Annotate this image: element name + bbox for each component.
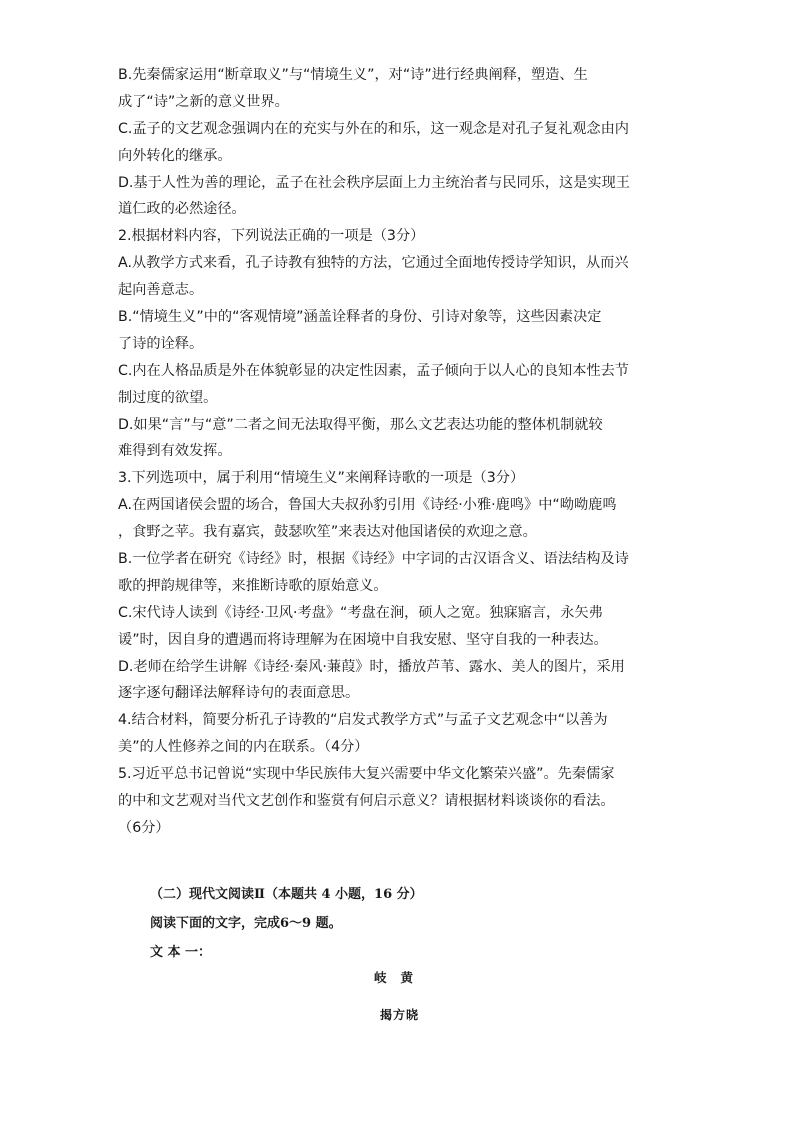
question-3-stem: 3.下列选项中，属于利用“情境生义”来阐释诗歌的一项是（3分） [118,470,525,487]
poem-author: 揭方晓 [379,1008,419,1022]
text-label: 文 本 一： [150,945,212,960]
question-5-stem: 5.习近平总书记曾说“实现中华民族伟大复兴需要中华文化繁荣兴盛”。先秦儒家 [118,766,615,783]
question-block [118,62,678,842]
text-line: C.孟子的文艺观念强调内在的充实与外在的和乐，这一观念是对孔子复礼观念由内 [118,120,629,137]
text-line: 谖”时，因自身的遭遇而将诗理解为在困境中自我安慰、坚守自我的一种表达。 [118,631,608,648]
text-line: 起向善意志。 [118,282,204,299]
section-2 [150,880,670,967]
text-line: 逐字逐句翻译法解释诗句的表面意思。 [118,685,360,702]
poem-title: 岐黄 [373,970,427,985]
text-line: B.先秦儒家运用“断章取义”与“情境生义”，对“诗”进行经典阐释，塑造、生 [118,67,588,83]
text-line: 的中和文艺观对当代文艺创作和鉴赏有何启示意义？请根据材料谈谈你的看法。 [118,793,615,810]
text-line: 成了“诗”之新的意义世界。 [118,93,289,110]
text-line: 道仁政的必然途径。 [118,201,246,218]
text-line: 美”的人性修养之间的内在联系。（4分） [118,739,369,756]
question-4-stem: 4.结合材料，简要分析孔子诗教的“启发式教学方式”与孟子文艺观念中“以善为 [118,712,608,729]
text-line: B.一位学者在研究《诗经》时，根据《诗经》中字词的古汉语含义、语法结构及诗 [118,551,629,568]
text-line: C.宋代诗人读到《诗经·卫风·考盘》“考盘在涧，硕人之宽。独寐寤言，永矢弗 [118,604,603,621]
text-line: 制过度的欲望。 [118,389,218,406]
text-line: 难得到有效发挥。 [118,443,232,460]
text-line: 了诗的诠释。 [118,335,204,352]
text-line: D.老师在给学生讲解《诗经·秦风·蒹葭》时，播放芦苇、露水、美人的图片，采用 [118,658,625,675]
text-line: ，食野之苹。我有嘉宾，鼓瑟吹笙”来表达对他国诸侯的欢迎之意。 [118,524,537,541]
text-line: A.从教学方式来看，孔子诗教有独特的方法，它通过全面地传授诗学知识，从而兴 [118,255,629,272]
section-instruction: 阅读下面的文字，完成6～9 题。 [150,916,342,931]
text-line: D.基于人性为善的理论，孟子在社会秩序层面上力主统治者与民同乐，这是实现王 [118,174,630,191]
text-line: A.在两国诸侯会盟的场合，鲁国大夫叔孙豹引用《诗经·小雅·鹿鸣》中“呦呦鹿鸣 [118,497,617,514]
text-line: C.内在人格品质是外在体貌彰显的决定性因素，孟子倾向于以人心的良知本性去节 [118,362,629,379]
section-heading: （二）现代文阅读Ⅱ（本题共 4 小题，16 分） [150,887,423,902]
text-line: 歌的押韵规律等，来推断诗歌的原始意义。 [118,577,388,594]
text-line: B.“情境生义”中的“客观情境”涵盖诠释者的身份、引诗对象等，这些因素决定 [118,309,602,326]
text-line: 向外转化的继承。 [118,147,232,164]
text-line: （6分） [118,819,170,836]
question-2-stem: 2.根据材料内容，下列说法正确的一项是（3分） [118,228,425,245]
text-line: D.如果“言”与“意”二者之间无法取得平衡，那么文艺表达功能的整体机制就较 [118,416,603,433]
